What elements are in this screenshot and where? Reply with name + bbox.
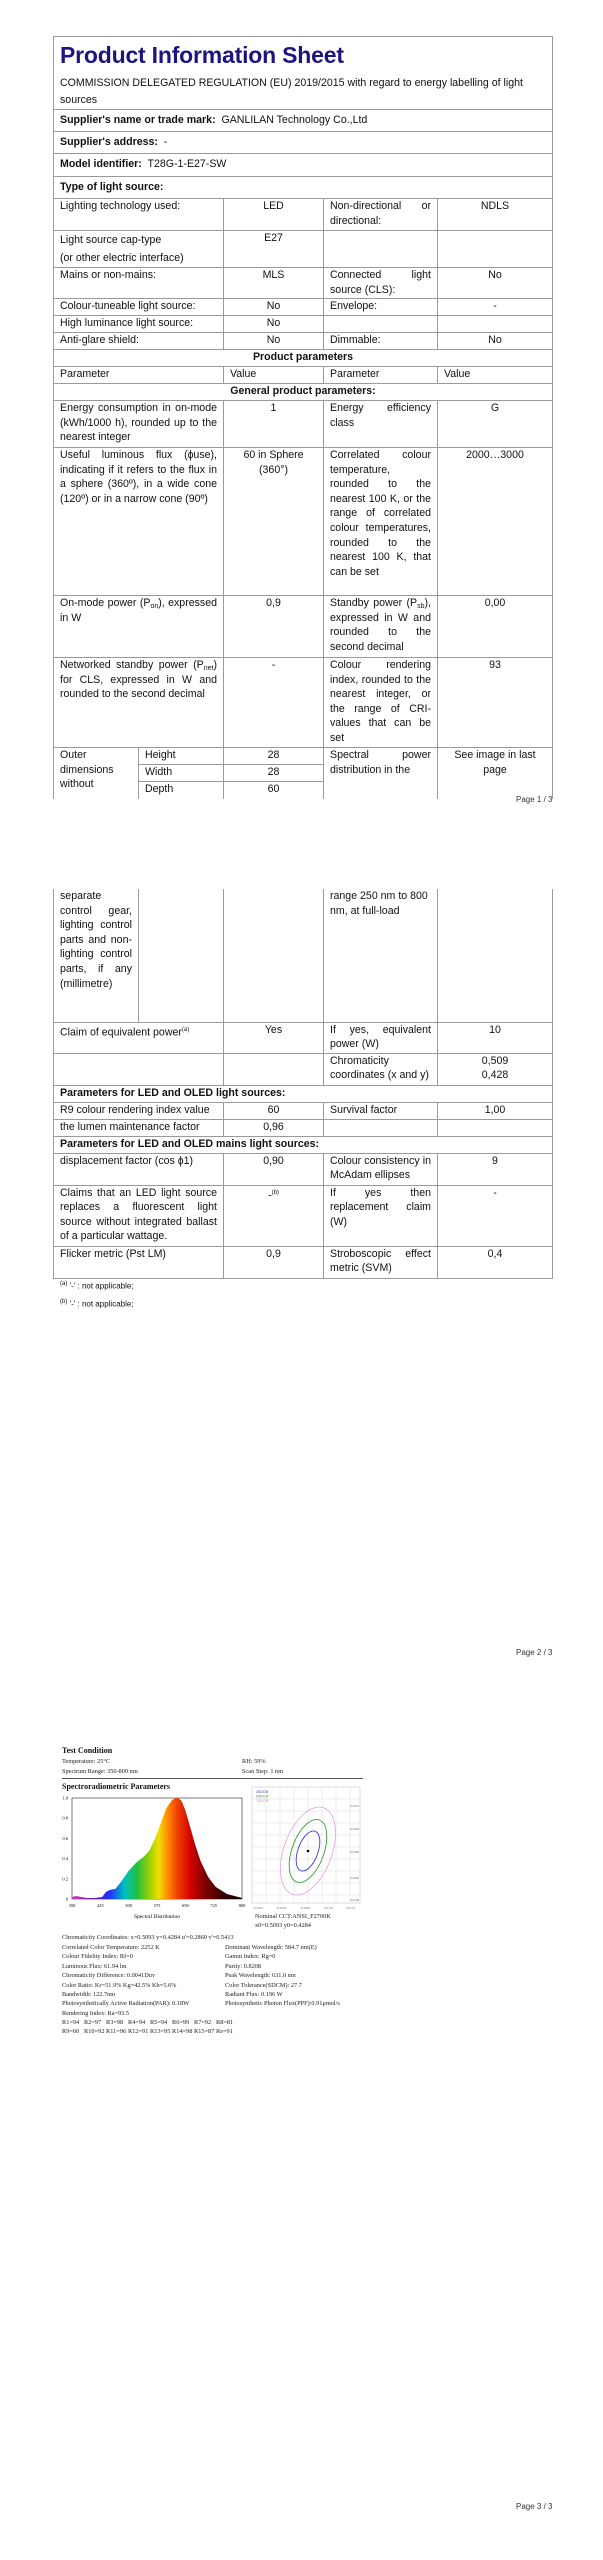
param-label: Dimmable: xyxy=(324,333,438,350)
rendering-index-value: R10=92 xyxy=(84,2028,105,2035)
y-tick-label: 0.6 xyxy=(62,1835,68,1841)
divider xyxy=(62,1778,363,1779)
param-label: Survival factor xyxy=(324,1102,438,1119)
param-label: Claim of equivalent power$^{(a)}$ xyxy=(54,1022,224,1053)
test-condition-heading: Test Condition xyxy=(62,1746,113,1755)
legend-5sdcm: 5SDCM xyxy=(256,1794,269,1799)
param-value: 0,509 0,428 xyxy=(438,1053,553,1085)
table-row xyxy=(54,748,553,765)
product-parameters-heading: Product parameters xyxy=(54,350,553,367)
param-label xyxy=(324,316,438,333)
mains-parameters-heading: Parameters for LED and OLED mains light sources: xyxy=(54,1136,553,1153)
table-row xyxy=(54,231,553,268)
spectral-parameter: Color Ratio: Kr=51.9% Kg=42.5% Kb=5.6% xyxy=(62,1981,177,1989)
spectral-parameter: Rendering Index: Ra=93.5 xyxy=(62,2009,130,2017)
supplier-address-label: Supplier's address: xyxy=(60,136,158,148)
param-label: Useful luminous flux (ɸuse), indicating if it refers to the flux in a sphere (360º), in a wide cone (120º) or in a narrow cone (90º) xyxy=(54,448,224,596)
rendering-index-value: R13=95 xyxy=(150,2028,171,2035)
param-label: Colour rendering index, rounded to the nearest integer, or the range of CRI-values that can be set xyxy=(324,658,438,748)
param-label-note: (or other electric interface) xyxy=(60,252,184,264)
spectral-parameter: Chromaticity Difference: 0.0041Duv xyxy=(62,1972,156,1980)
spectral-parameter: Color Tolerance(SDCM): 27.7 xyxy=(225,1981,302,1989)
param-label: Envelope: xyxy=(324,299,438,316)
general-parameters-heading: General product parameters: xyxy=(54,384,553,401)
table-row xyxy=(54,1119,553,1136)
param-label-continued: separate control gear, lighting control parts and non-lighting control parts, if any (millimetre) xyxy=(54,889,139,1022)
param-value: - xyxy=(438,299,553,316)
param-value xyxy=(438,231,553,268)
table-row xyxy=(54,1102,553,1119)
param-label: Anti-glare shield: xyxy=(54,333,224,350)
param-label: Connected light source (CLS): xyxy=(324,268,438,299)
y-tick: 0.4328 xyxy=(350,1827,360,1831)
param-value: 0,4 xyxy=(438,1246,553,1278)
rendering-index-value: R11=96 xyxy=(106,2028,127,2035)
table-row xyxy=(54,333,553,350)
param-label: the lumen maintenance factor xyxy=(54,1119,224,1136)
param-value: MLS xyxy=(224,268,324,299)
legend-3sdcm: 3SDCM xyxy=(256,1790,269,1794)
param-value: LED xyxy=(224,199,324,231)
param-label: If yes, equivalent power (W) xyxy=(324,1022,438,1053)
param-label: R9 colour rendering index value xyxy=(54,1102,224,1119)
param-value: See image in last page xyxy=(438,748,553,799)
param-label: Spectral power distribution in the xyxy=(324,748,438,799)
x-tick-label: 800 xyxy=(238,1903,246,1908)
param-label: Non-directional or directional: xyxy=(324,199,438,231)
rendering-index-value: R9=60 xyxy=(62,2028,80,2035)
param-label: Flicker metric (Pst LM) xyxy=(54,1246,224,1278)
column-header: Parameter xyxy=(54,367,224,384)
param-value: NDLS xyxy=(438,199,553,231)
spectral-parameter: Luminous Flux: 61.94 lm xyxy=(62,1962,127,1970)
page-number: Page 1 / 3 xyxy=(516,795,553,804)
param-label: Chromaticity coordinates (x and y) xyxy=(324,1053,438,1085)
param-value: No xyxy=(438,268,553,299)
param-label: High luminance light source: xyxy=(54,316,224,333)
y-tick-label: 0 xyxy=(65,1896,68,1902)
param-value: No xyxy=(438,333,553,350)
rendering-index-value: R7=92 xyxy=(194,2019,212,2026)
rendering-index-value: R12=91 xyxy=(128,2028,149,2035)
column-header: Value xyxy=(438,367,553,384)
y-tick: 0.4196 xyxy=(350,1898,360,1902)
type-of-light-source-label: Type of light source: xyxy=(60,181,164,193)
param-label: Light source cap-type xyxy=(60,234,162,246)
x-tick: 0.5171 xyxy=(346,1906,356,1910)
spectrum-range: Spectrum Range: 350-800 nm xyxy=(62,1768,138,1775)
temperature: Temperature: 25°C xyxy=(62,1758,111,1765)
param-value: 1,00 xyxy=(438,1102,553,1119)
spectral-parameter: Photosynthetic Photon Flux(PPF):0.91μmol/s xyxy=(225,2000,340,2008)
table-row xyxy=(54,299,553,316)
param-value xyxy=(438,316,553,333)
model-identifier-label: Model identifier: xyxy=(60,158,142,170)
x-tick-label: 500 xyxy=(125,1903,133,1908)
param-value: No xyxy=(224,333,324,350)
spectral-parameter: Radiant Flux: 0.196 W xyxy=(225,1991,283,1998)
x-tick: 0.5054 xyxy=(277,1906,287,1910)
spectral-parameter: Bandwidth: 122.7nm xyxy=(62,1991,116,1998)
model-identifier: T28G-1-E27-SW xyxy=(147,158,227,170)
y-tick-label: 1.0 xyxy=(62,1795,68,1801)
x-tick-label: 725 xyxy=(210,1903,218,1908)
table-row xyxy=(54,1153,553,1185)
x-tick-label: 575 xyxy=(153,1903,161,1908)
table-row xyxy=(54,401,553,448)
param-label: Lighting technology used: xyxy=(54,199,224,231)
rendering-index-value: R8=81 xyxy=(216,2019,234,2026)
x-tick-label: 350 xyxy=(68,1903,76,1908)
product-info-table-page1 xyxy=(53,36,553,799)
spectral-parameter: Colour Fidelity Index: Rf=0 xyxy=(62,1953,133,1961)
led-parameters-heading: Parameters for LED and OLED light sources: xyxy=(54,1085,553,1102)
param-value: 60 in Sphere (360°) xyxy=(224,448,324,596)
param-value: - xyxy=(438,1185,553,1246)
dimension-value: 28 xyxy=(224,748,324,765)
param-label: Colour-tuneable light source: xyxy=(54,299,224,316)
x-tick: 0.5015 xyxy=(254,1906,264,1910)
table-row xyxy=(54,268,553,299)
param-label: Networked standby power $(P_{net})$ for CLS, expressed in W and rounded to the second decimal xyxy=(54,658,224,748)
param-label: Energy efficiency class xyxy=(324,401,438,448)
spectral-parameter: Purity: 0.8208 xyxy=(225,1962,262,1970)
param-label: On-mode power $(P_{on})$, expressed in W xyxy=(54,596,224,658)
table-row xyxy=(54,1053,553,1085)
param-value: 60 xyxy=(224,1102,324,1119)
dimension-label: Height xyxy=(139,748,224,765)
rendering-index-value: R2=97 xyxy=(84,2019,102,2026)
spectral-parameter: Dominant Wavelength: 584.7 nm(E) xyxy=(225,1944,317,1951)
rendering-index-value: R14=98 xyxy=(172,2028,193,2035)
scan-step: Scan Step: 1 nm xyxy=(242,1768,284,1775)
center-coordinates: x0=0.5093 y0=0.4284 xyxy=(255,1922,311,1929)
rendering-index-value: R6=99 xyxy=(172,2019,190,2026)
y-tick-label: 0.2 xyxy=(62,1876,68,1882)
param-value: G xyxy=(438,401,553,448)
param-value: 9 xyxy=(438,1153,553,1185)
param-label: Stroboscopic effect metric (SVM) xyxy=(324,1246,438,1278)
legend-7sdcm: 7SDCM xyxy=(256,1799,269,1803)
x-tick: 0.5093 xyxy=(301,1906,311,1910)
param-value: 0,00 xyxy=(438,596,553,658)
spectral-distribution-chart xyxy=(55,1790,250,1922)
param-value: No xyxy=(224,316,324,333)
param-value: -$^{(b)}$ xyxy=(224,1185,324,1246)
dimension-label: Depth xyxy=(139,782,224,799)
param-label: Correlated colour temperature, rounded to the nearest 100 K, or the range of correlated colour temperatures, rounded to the nearest 100 K, that can be set xyxy=(324,448,438,596)
y-tick-label: 0.4 xyxy=(62,1856,68,1862)
rendering-index-value: R3=98 xyxy=(106,2019,124,2026)
table-row xyxy=(54,1185,553,1246)
param-value: 0,9 xyxy=(224,1246,324,1278)
y-tick: 0.4372 xyxy=(350,1804,360,1808)
dimension-value: 60 xyxy=(224,782,324,799)
param-label: If yes then replacement claim (W) xyxy=(324,1185,438,1246)
table-row xyxy=(54,316,553,333)
table-row xyxy=(54,1246,553,1278)
param-label: Outer dimensions without xyxy=(54,748,139,799)
spectral-parameter: Photosynthetically Active Radiation(PAR): 0.18W xyxy=(62,2000,190,2008)
table-row xyxy=(54,889,553,1022)
x-tick: 0.5132 xyxy=(324,1906,334,1910)
chromaticity-ellipse-plot xyxy=(250,1785,370,1913)
chromaticity-coordinates: Chromaticity Coordinates: x=0.5093 y=0.4284 u'=0.2860 v'=0.5413 xyxy=(62,1934,234,1941)
table-row xyxy=(54,448,553,596)
param-value: 2000…3000 xyxy=(438,448,553,596)
param-label: Standby power $(P_{sb})$, expressed in W and rounded to the second decimal xyxy=(324,596,438,658)
param-label-continued: range 250 nm to 800 nm, at full-load xyxy=(324,889,438,1022)
table-row xyxy=(54,596,553,658)
y-tick: 0.4240 xyxy=(350,1876,360,1880)
page-number: Page 3 / 3 xyxy=(516,2502,553,2511)
param-value: E27 xyxy=(224,231,324,268)
dimension-value: 28 xyxy=(224,765,324,782)
param-label: displacement factor (cos ɸ1) xyxy=(54,1153,224,1185)
param-value: 0,96 xyxy=(224,1119,324,1136)
y-tick: 0.4284 xyxy=(350,1850,360,1854)
table-header-row xyxy=(54,367,553,384)
table-row xyxy=(54,1022,553,1053)
param-value: 10 xyxy=(438,1022,553,1053)
spectral-parameter: Correlated Color Temperature: 2252 K xyxy=(62,1944,160,1951)
x-axis-label: Spectral Distribution xyxy=(134,1914,180,1920)
param-value: 93 xyxy=(438,658,553,748)
supplier-address: - xyxy=(163,136,168,148)
param-value: - xyxy=(224,658,324,748)
param-value: 0,90 xyxy=(224,1153,324,1185)
table-row xyxy=(54,658,553,748)
supplier-name-label: Supplier's name or trade mark: xyxy=(60,114,216,126)
param-value: No xyxy=(224,299,324,316)
param-label xyxy=(324,231,438,268)
param-label: Mains or non-mains: xyxy=(54,268,224,299)
param-label: Colour consistency in McAdam ellipses xyxy=(324,1153,438,1185)
column-header: Value xyxy=(224,367,324,384)
param-label: Energy consumption in on-mode (kWh/1000 h), rounded up to the nearest integer xyxy=(54,401,224,448)
dimension-label: Width xyxy=(139,765,224,782)
spectroradiometric-heading: Spectroradiometric Parameters xyxy=(62,1782,171,1791)
x-tick-label: 650 xyxy=(181,1903,189,1908)
rendering-index-value: R4=94 xyxy=(128,2019,146,2026)
footnote: $^{(a)}$ '-' : not applicable; xyxy=(60,1281,134,1291)
product-info-table-page2 xyxy=(53,889,553,1279)
spectral-parameter: Gamut Index: Rg=0 xyxy=(225,1953,276,1961)
y-tick-label: 0.8 xyxy=(62,1815,68,1821)
param-value: Yes xyxy=(224,1022,324,1053)
param-label: Claims that an LED light source replaces a fluorescent light source without integrated ballast of a particular wattage. xyxy=(54,1185,224,1246)
supplier-name: GANLILAN Technology Co.,Ltd xyxy=(221,114,368,126)
spectrum-area xyxy=(72,1798,242,1899)
spectral-parameter: Peak Wavelength: 631.0 nm xyxy=(225,1972,296,1980)
rendering-index-value: Re=91 xyxy=(216,2028,233,2035)
x-tick-label: 425 xyxy=(96,1903,104,1908)
measured-point xyxy=(307,1850,310,1853)
param-value: 0,9 xyxy=(224,596,324,658)
table-row xyxy=(54,199,553,231)
rendering-index-value: R1=94 xyxy=(62,2019,80,2026)
footnote: $^{(b)}$ '-' : not applicable; xyxy=(60,1299,134,1309)
nominal-cct: Nominal CCT:ANSI_F2700K xyxy=(255,1913,331,1920)
param-value: 1 xyxy=(224,401,324,448)
title-cell xyxy=(54,37,553,110)
rendering-index-value: R15=87 xyxy=(194,2028,215,2035)
page-number: Page 2 / 3 xyxy=(516,1648,553,1657)
rendering-index-value: R5=94 xyxy=(150,2019,168,2026)
column-header: Parameter xyxy=(324,367,438,384)
regulation-subtitle: COMMISSION DELEGATED REGULATION (EU) 2019/2015 with regard to energy labelling of light sources xyxy=(60,77,523,106)
page-title: Product Information Sheet xyxy=(60,42,344,68)
plot-frame xyxy=(252,1787,360,1903)
relative-humidity: RH: 59% xyxy=(242,1758,266,1765)
